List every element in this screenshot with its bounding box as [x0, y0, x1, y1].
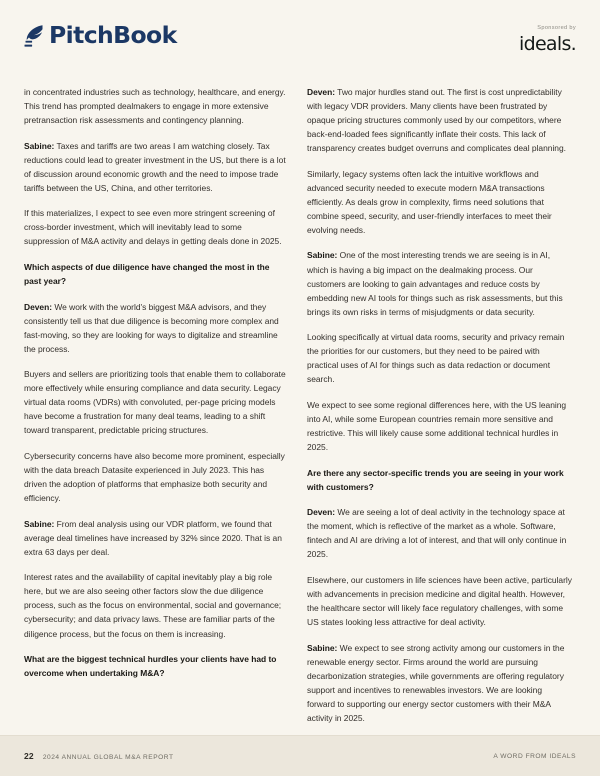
speaker-name: Sabine:	[307, 250, 338, 261]
interview-paragraph: in concentrated industries such as technology, healthcare, and energy. This trend has prompted dealmakers to engage in more extensive pretransaction risk assessments and contingency planning.	[24, 87, 286, 126]
speaker-name: Sabine:	[24, 140, 55, 151]
interview-paragraph	[24, 139, 289, 195]
footer-report-title: 2024 ANNUAL GLOBAL M&A REPORT	[42, 754, 174, 761]
paragraph-text: Two major hurdles stand out. The first is cost unpredictability with legacy VDR providers. Many clients have been frustrated by opaque pricing structures commonly used by our competitors, where back-end-loaded fees significantly inflate their costs. This lack of transparency creates budget overruns and complicates deal planning.	[307, 87, 566, 154]
interview-paragraph	[307, 85, 572, 155]
paragraph-text: We work with the world's biggest M&A advisors, and they consistently tell us that due diligence is becoming more complex and fast-moving, so they are looking for ways to digitalize and streamline the process.	[24, 301, 279, 354]
speaker-name: Sabine:	[307, 642, 338, 653]
interview-paragraph: Elsewhere, our customers in life sciences have been active, particularly with advancements in precision medicine and digital health. However, the healthcare sector will likely face regulatory challenges, with some US states looking less attractive for deal activity.	[307, 574, 572, 627]
interview-paragraph	[307, 505, 572, 561]
ideals-logo: ideals.	[519, 33, 576, 55]
paragraph-text: We are seeing a lot of deal activity in the technology space at the moment, which is reflective of the market as a whole. Software, fintech and AI are driving a lot of interest, and that will only continue in 2025.	[307, 507, 567, 560]
speaker-name: Sabine:	[24, 518, 55, 529]
interview-paragraph	[307, 248, 572, 318]
paragraph-text: From deal analysis using our VDR platform, we found that average deal timelines have increased by 32% since 2020. That is an extra 63 days per deal.	[24, 518, 282, 557]
paragraph-text: We expect to see strong activity among our customers in the renewable energy sector. Firms around the world are pursuing decarbonization strategies, while governments are offering regulatory support and incentives to renewables investors. We are looking forward to supporting our energy sector customers with their M&A activity in 2025.	[307, 642, 565, 723]
pitchbook-wordmark: PitchBook	[49, 21, 177, 50]
quill-feather-icon	[24, 24, 45, 48]
speaker-name: Deven:	[24, 301, 53, 312]
interview-paragraph: Interest rates and the availability of capital inevitably play a big role here, but we are also seeing other factors slow the due diligence process, such as the focus on environmental, social and governance; cybersecurity; and data privacy laws. These are familiar parts of the diligence process, but the focus on them is increasing.	[24, 572, 282, 639]
interview-paragraph: We expect to see some regional differences here, with the US leaning into AI, while some European countries remain more sensitive and restrictive. This will likely cause some additional technical hurdles in 2025.	[307, 399, 567, 453]
interview-paragraph: If this materializes, I expect to see even more stringent screening of cross-border investment, which will inevitably lead to some suppression of M&A activity and delays in getting deals done in 2025.	[24, 208, 282, 247]
interview-paragraph	[24, 517, 289, 559]
interview-question: Are there any sector-specific trends you are seeing in your work with customers?	[307, 467, 564, 492]
footer-section-title: A WORD FROM IDEALS	[493, 752, 576, 760]
interview-paragraph: Buyers and sellers are prioritizing tools that enable them to collaborate more effectively while ensuring compliance and data security. Legacy virtual data rooms (VDRs) with convoluted, per-page pricing models have become a frustration for many deal teams, leading to a shift toward transparent, predictable pricing structures.	[24, 369, 286, 436]
paragraph-text: One of the most interesting trends we are seeing is in AI, which is having a big impact on the dealmaking process. Our customers are looking to gain advantages and reduce costs by embedding new AI tools for things such as risk assessments, but this brings its own risks in terms of misjudgments or data security.	[307, 250, 563, 317]
page-header	[0, 0, 600, 76]
interview-question: What are the biggest technical hurdles your clients have had to overcome when undertaking M&A?	[24, 654, 277, 679]
page-number: 22	[24, 751, 34, 761]
page-footer	[0, 735, 600, 776]
interview-paragraph: Looking specifically at virtual data rooms, security and privacy remain the priorities for our customers, but they need to be paired with practical uses of AI for things such as data redaction or document search.	[307, 332, 565, 385]
interview-paragraph: Cybersecurity concerns have also become more prominent, especially with the data breach Datasite experienced in July 2023. This has driven the adoption of platforms that emphasize both security and efficiency.	[24, 450, 285, 504]
interview-question: Which aspects of due diligence have changed the most in the past year?	[24, 261, 270, 287]
sponsor-block	[519, 24, 576, 54]
paragraph-text: Taxes and tariffs are two areas I am watching closely. Tax reductions could lead to greater investment in the US, but there is a lot of discussion around economic growth and the need to impose trade tariffs between the US, China, and other territories.	[24, 140, 286, 193]
right-column	[307, 85, 572, 735]
speaker-name: Deven:	[307, 507, 336, 518]
interview-paragraph	[307, 641, 572, 725]
interview-paragraph: Similarly, legacy systems often lack the intuitive workflows and advanced security needed to execute modern M&A transactions efficiently. As deals grow in complexity, firms need solutions that combine speed, security, and user-friendly interfaces to meet their evolving needs.	[307, 168, 552, 235]
article-body	[0, 76, 600, 735]
pitchbook-logo	[24, 21, 177, 50]
interview-paragraph	[24, 300, 289, 356]
left-column	[24, 85, 289, 735]
sponsored-by-label: Sponsored by	[537, 25, 576, 31]
footer-left-group	[24, 751, 174, 761]
speaker-name: Deven:	[307, 87, 336, 97]
